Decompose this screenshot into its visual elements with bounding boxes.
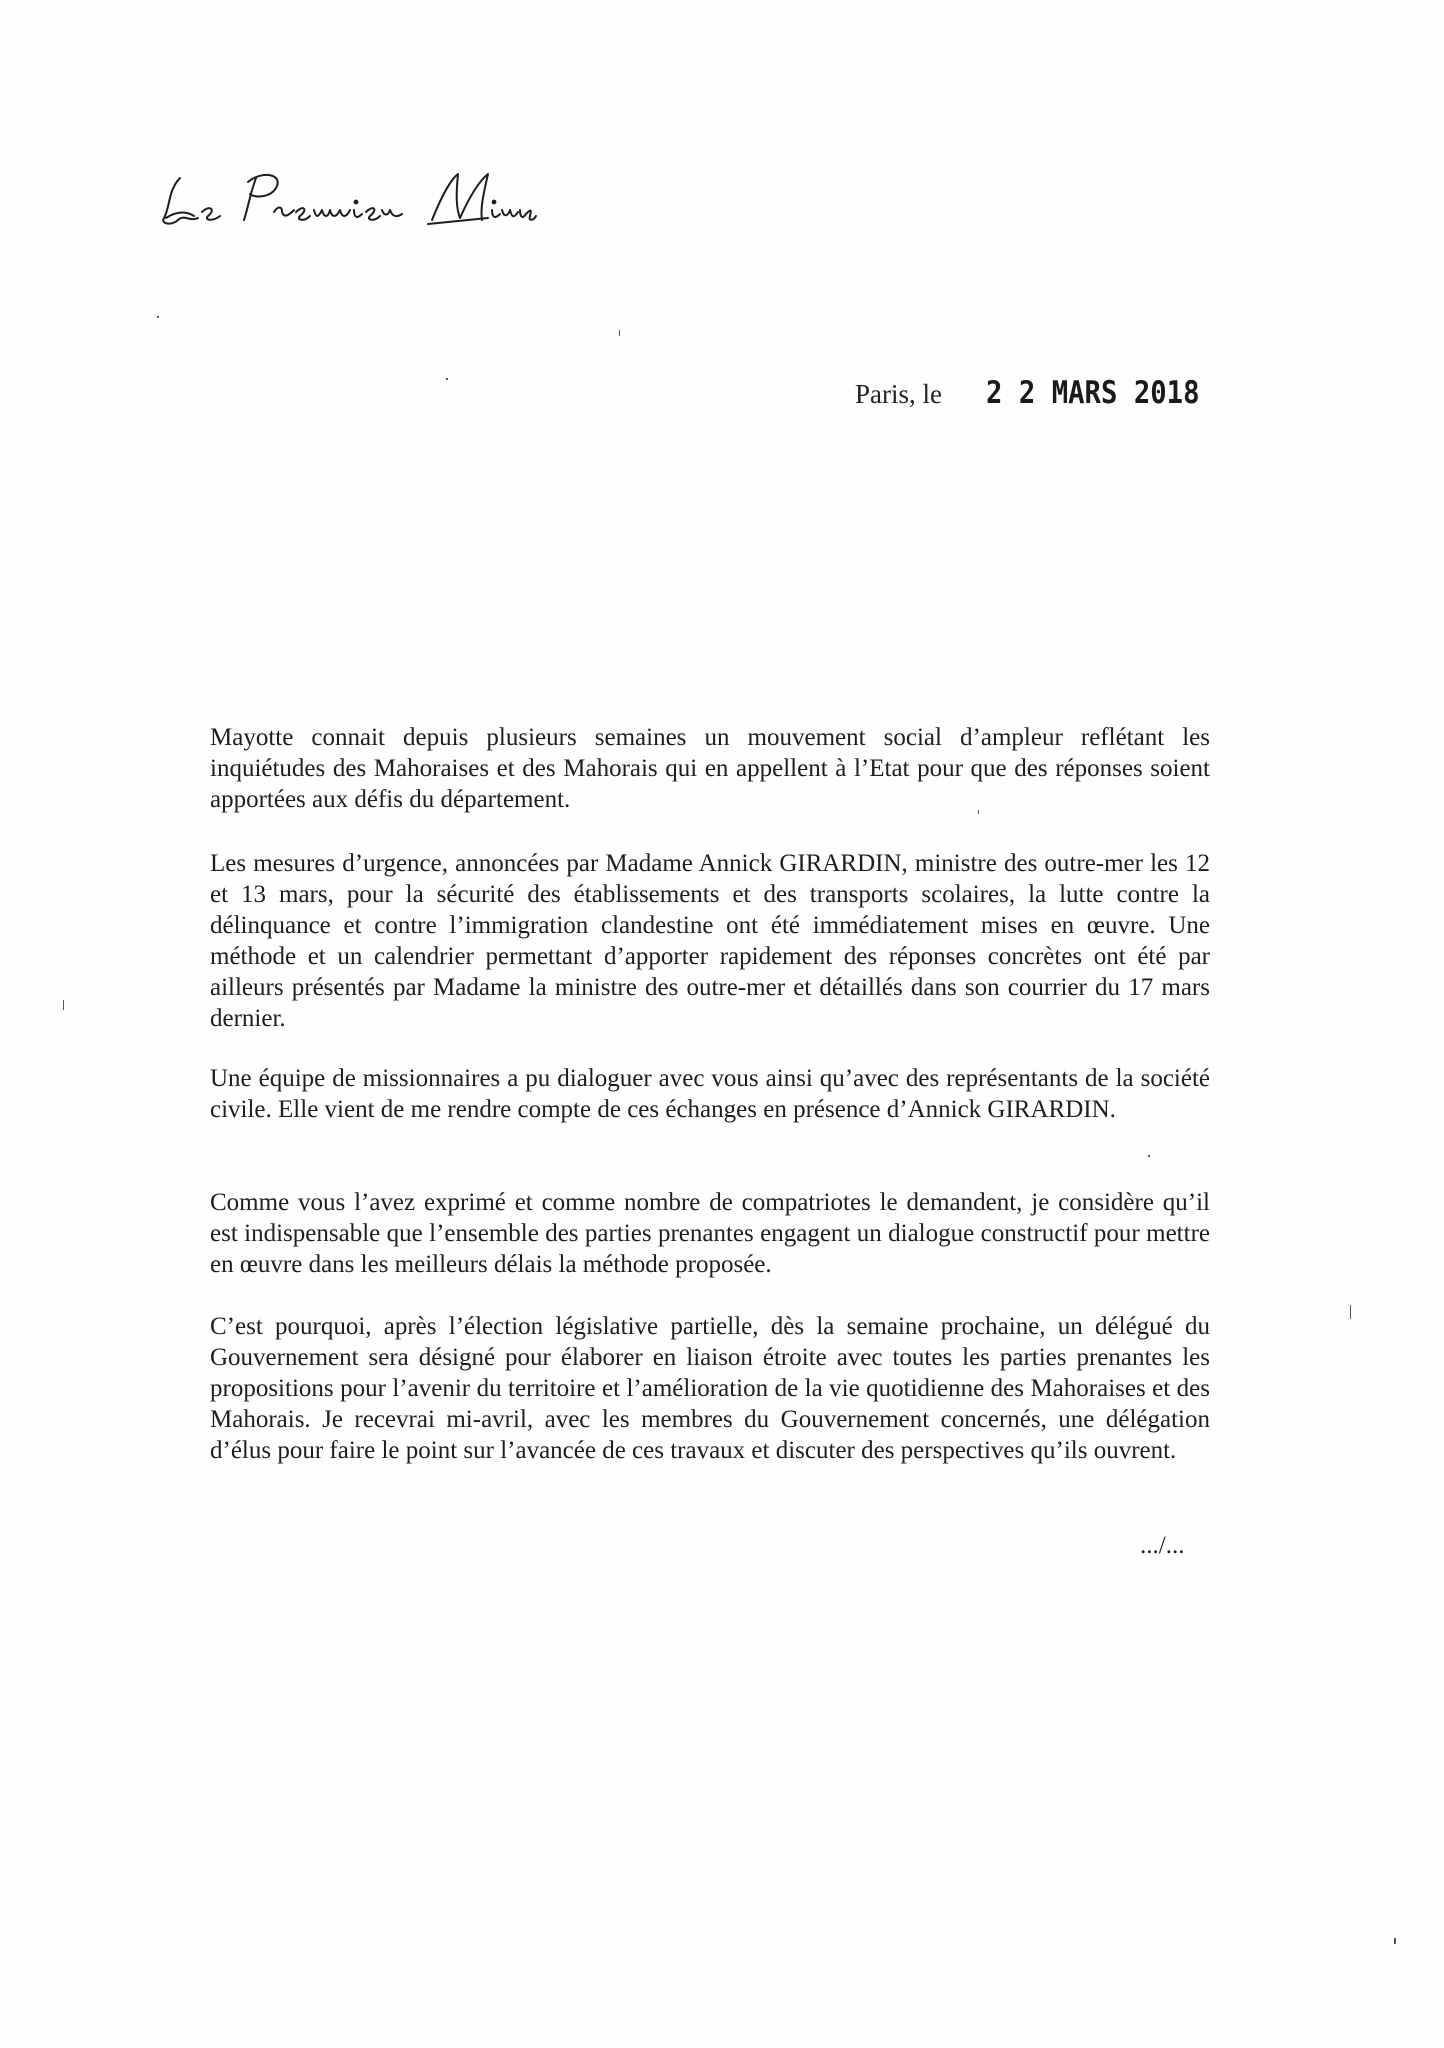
paragraph-3: Une équipe de missionnaires a pu dialoguer avec vous ainsi qu’avec des représentants de la société civile. Elle vient de me rendre compte de ces échanges en présence d’Annick GIRARDIN.: [210, 1065, 1210, 1123]
date-stamp: 2 2 MARS 2018: [986, 375, 1200, 411]
scan-speck: [1350, 1305, 1351, 1319]
scan-speck: [446, 378, 448, 380]
date-line: [855, 375, 1229, 411]
paragraph-4: Comme vous l’avez exprimé et comme nombre de compatriotes le demandent, je considère qu’il est indispensable que l’ensemble des parties prenantes engagent un dialogue constructif pour mettre en œuvre dans les meilleurs délais la méthode proposée.: [210, 1189, 1210, 1278]
scan-speck: [978, 810, 979, 814]
scan-speck: [1148, 1155, 1150, 1157]
paragraph-5: C’est pourquoi, après l’élection législative partielle, dès la semaine prochaine, un délégué du Gouvernement sera désigné pour élaborer en liaison étroite avec toutes les parties prenantes les propositions pour l’avenir du territoire et l’amélioration de la vie quotidienne des Mahoraises et des Mahorais. Je recevrai mi-avril, avec les membres du Gouvernement concernés, une délégation d’élus pour faire le point sur l’avancée de ces travaux et discuter des perspectives qu’ils ouvrent.: [210, 1313, 1210, 1464]
scan-speck: [619, 330, 620, 336]
scan-speck: [157, 316, 159, 318]
scan-speck: [1394, 1938, 1396, 1944]
letterhead-script: [158, 160, 538, 240]
date-prefix: Paris, le: [855, 379, 942, 409]
letterhead-logo: [158, 160, 538, 240]
paragraph-1: Mayotte connait depuis plusieurs semaines un mouvement social d’ampleur reflétant les inquiétudes des Mahoraises et des Mahorais qui en appellent à l’Etat pour que des réponses soient apportées aux défis du département.: [210, 724, 1210, 813]
paragraph-2: Les mesures d’urgence, annoncées par Madame Annick GIRARDIN, ministre des outre-mer les 12 et 13 mars, pour la sécurité des établissements et des transports scolaires, la lutte contre la délinquance et contre l’immigration clandestine ont été immédiatement mises en œuvre. Une méthode et un calendrier permettant d’apporter rapidement des réponses concrètes ont été par ailleurs présentés par Madame la ministre des outre-mer et détaillés dans son courrier du 17 mars dernier.: [210, 850, 1210, 1032]
scan-speck: [63, 1000, 64, 1010]
continuation-mark: .../...: [1140, 1532, 1185, 1559]
